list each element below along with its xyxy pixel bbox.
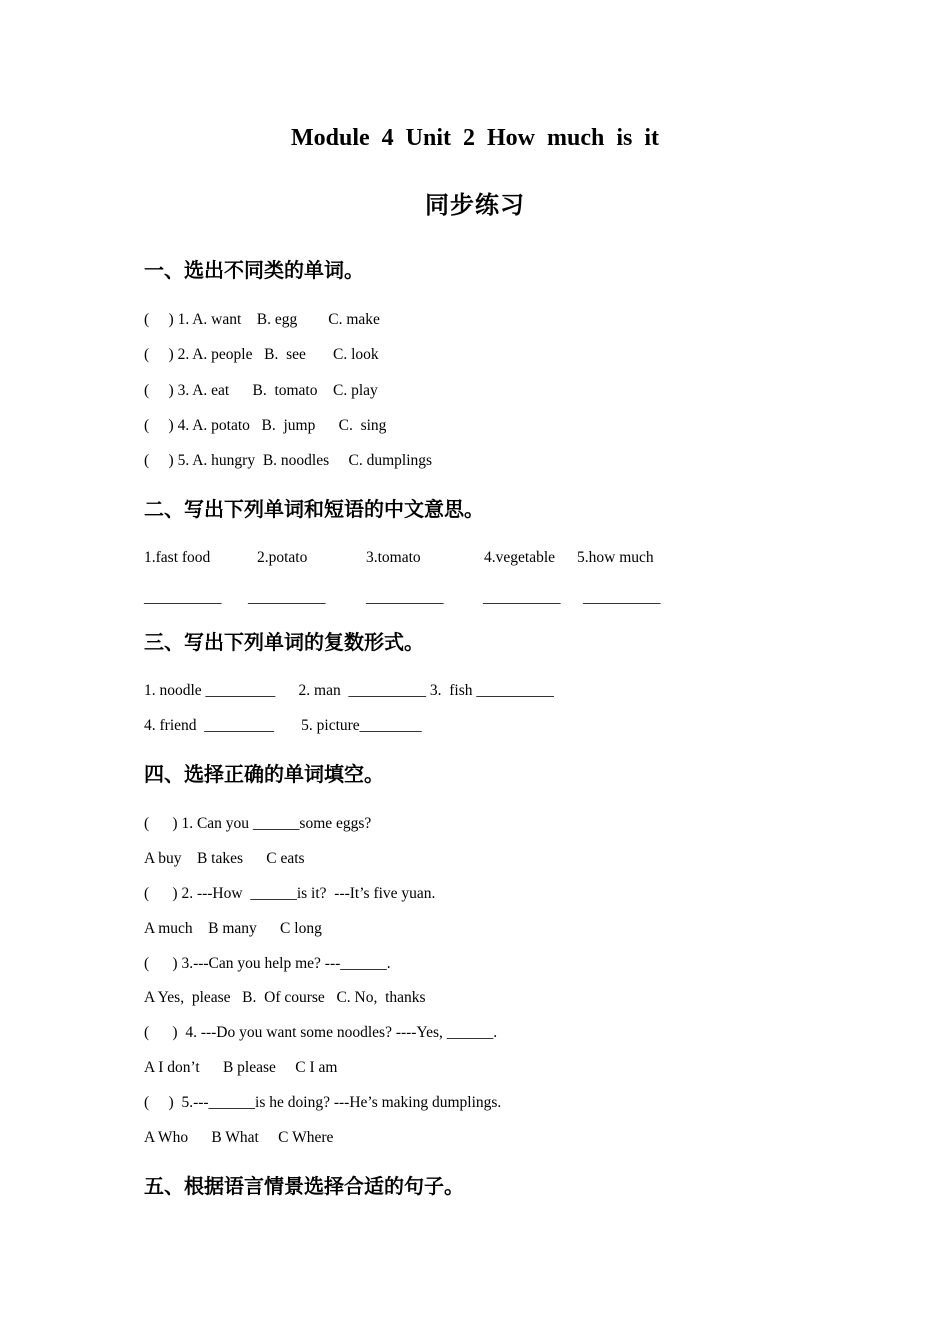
section-2-heading: 二、写出下列单词和短语的中文意思。 <box>144 497 484 521</box>
options-line: A Yes, please B. Of course C. No, thanks <box>144 989 426 1006</box>
answer-blank: __________ <box>583 589 661 606</box>
vocab-word: 1.fast food <box>144 549 211 566</box>
vocab-word: 3.tomato <box>366 549 421 566</box>
page-title: Module 4 Unit 2 How much is it <box>290 125 659 151</box>
section-5-heading: 五、根据语言情景选择合适的句子。 <box>144 1174 464 1198</box>
question-line: ( ) 3.---Can you help me? ---______. <box>144 955 391 972</box>
vocab-word: 5.how much <box>577 549 654 566</box>
question-line: ( ) 2. A. people B. see C. look <box>144 346 379 363</box>
section-1-heading: 一、选出不同类的单词。 <box>144 258 364 282</box>
question-line: ( ) 4. A. potato B. jump C. sing <box>144 417 387 434</box>
vocab-word: 2.potato <box>257 549 308 566</box>
answer-blank: __________ <box>483 589 561 606</box>
page-subtitle: 同步练习 <box>425 191 525 219</box>
options-line: A buy B takes C eats <box>144 850 305 867</box>
question-line: ( ) 5.---______is he doing? ---He’s making dumplings. <box>144 1094 502 1111</box>
plural-line: 4. friend _________ 5. picture________ <box>144 717 422 734</box>
answer-blank: __________ <box>366 589 444 606</box>
answer-blank: __________ <box>248 589 326 606</box>
vocab-word: 4.vegetable <box>484 549 556 566</box>
question-line: ( ) 2. ---How ______is it? ---It’s five yuan. <box>144 885 436 902</box>
options-line: A Who B What C Where <box>144 1129 334 1146</box>
question-line: ( ) 1. Can you ______some eggs? <box>144 815 372 832</box>
question-line: ( ) 1. A. want B. egg C. make <box>144 311 380 328</box>
plural-line: 1. noodle _________ 2. man __________ 3. fish __________ <box>144 682 554 699</box>
options-line: A much B many C long <box>144 920 322 937</box>
question-line: ( ) 3. A. eat B. tomato C. play <box>144 382 378 399</box>
section-4-heading: 四、选择正确的单词填空。 <box>144 762 384 786</box>
options-line: A I don’t B please C I am <box>144 1059 338 1076</box>
section-3-heading: 三、写出下列单词的复数形式。 <box>144 630 424 654</box>
answer-blank: __________ <box>144 589 222 606</box>
question-line: ( ) 5. A. hungry B. noodles C. dumplings <box>144 452 433 469</box>
question-line: ( ) 4. ---Do you want some noodles? ----Yes, ______. <box>144 1024 498 1041</box>
